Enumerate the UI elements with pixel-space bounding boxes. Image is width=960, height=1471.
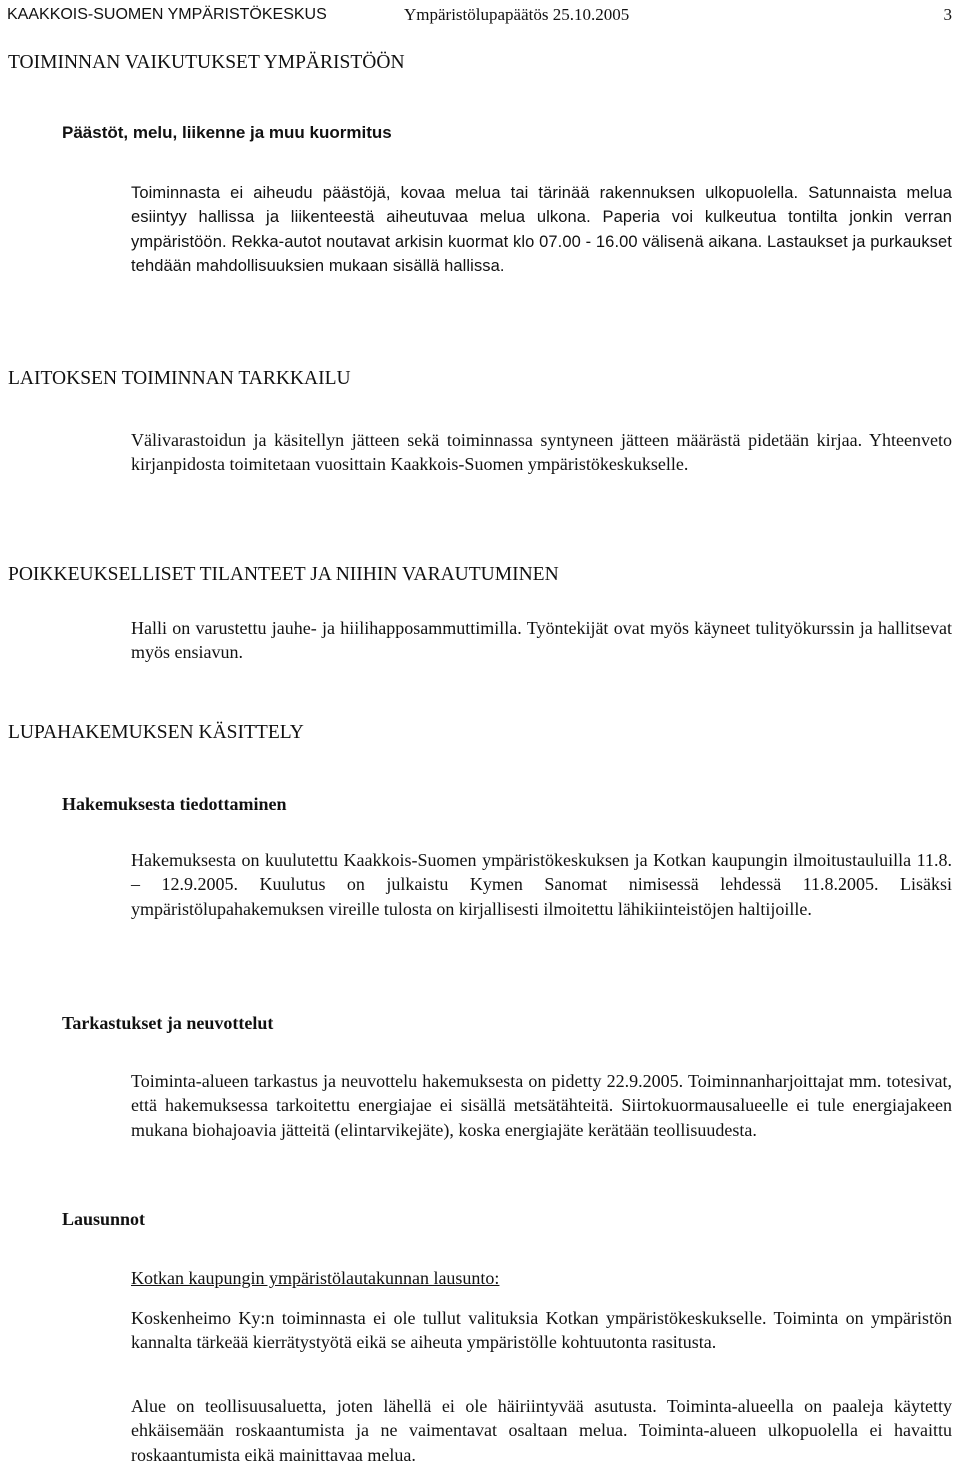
- header-document-title: Ympäristölupapäätös 25.10.2005: [404, 5, 630, 24]
- paragraph-notice: [131, 848, 952, 921]
- paragraph-emissions: [131, 181, 952, 278]
- paragraph-text: Välivarastoidun ja käsitellyn jätteen sekä toiminnassa syntyneen jätteen määrästä pidetään kirjaa. Yhteenveto kirjanpidosta toimitetaan vuosittain Kaakkois-Suomen ympäristökeskukselle.: [131, 430, 952, 475]
- page-number: 3: [943, 5, 952, 24]
- paragraph-statement-2: [131, 1394, 952, 1467]
- paragraph-text: Toiminnasta ei aiheudu päästöjä, kovaa melua tai tärinää rakennuksen ulkopuolella. Satunnaista melua esiintyy hallissa ja liikenteestä aiheutuvaa melua ulkona. Paperia voi kulkeutua tontilta jonkin verran ympäristöön. Rekka-autot noutavat arkisin kuormat klo 07.00 - 16.00 välisenä aikana. Lastaukset ja purkaukset tehdään mahdollisuuksien mukaan sisällä hallissa.: [131, 184, 952, 275]
- paragraph-statement-1: [131, 1306, 952, 1355]
- page-header: [7, 4, 952, 26]
- paragraph-text: Toiminta-alueen tarkastus ja neuvottelu hakemuksesta on pidetty 22.9.2005. Toiminnanharjoittajat mm. totesivat, että hakemuksessa tarkoitettu energiajae ei sisällä metsätähteitä. Siirtokuormausalueelle ei tule energiajakeen mukana biohajoavia jätteitä (elintarvikejäte), koska energiajäte kerätään teollisuudesta.: [131, 1071, 952, 1140]
- paragraph-text: Halli on varustettu jauhe- ja hiilihapposammuttimilla. Työntekijät ovat myös käyneet tulityökurssin ja hallitsevat myös ensiavun.: [131, 618, 952, 663]
- paragraph-inspection: [131, 1069, 952, 1142]
- paragraph-exceptional: [131, 616, 952, 665]
- paragraph-text: Alue on teollisuusaluetta, joten lähellä ei ole häiriintyvää asutusta. Toiminta-alueella on paaleja käytetty ehkäisemään roskaantumista ja ne vaimentavat osaltaan melua. Toiminta-alueen ulkopuolella ei havaittu roskaantumista eikä mainittavaa melua.: [131, 1396, 952, 1465]
- heading-impacts: TOIMINNAN VAIKUTUKSET YMPÄRISTÖÖN: [8, 52, 405, 73]
- heading-processing: LUPAHAKEMUKSEN KÄSITTELY: [8, 722, 304, 743]
- paragraph-text: Hakemuksesta on kuulutettu Kaakkois-Suomen ympäristökeskuksen ja Kotkan kaupungin ilmoitustauluilla 11.8. – 12.9.2005. Kuulutus on julkaistu Kymen Sanomat nimisessä lehdessä 11.8.2005. Lisäksi ympäristölupahakemuksen vireille tulosta on kirjallisesti ilmoitettu lähikiinteistöjen haltijoille.: [131, 850, 952, 919]
- heading-statements: Lausunnot: [62, 1209, 146, 1229]
- heading-notice: Hakemuksesta tiedottaminen: [62, 794, 287, 814]
- header-organization: KAAKKOIS-SUOMEN YMPÄRISTÖKESKUS: [7, 6, 327, 23]
- heading-emissions: Päästöt, melu, liikenne ja muu kuormitus: [62, 123, 392, 142]
- heading-inspection: Tarkastukset ja neuvottelut: [62, 1013, 274, 1033]
- heading-exceptional: POIKKEUKSELLISET TILANTEET JA NIIHIN VARAUTUMINEN: [8, 564, 559, 585]
- statement-source: Kotkan kaupungin ympäristölautakunnan lausunto:: [131, 1268, 500, 1288]
- paragraph-monitoring: [131, 428, 952, 477]
- heading-monitoring: LAITOKSEN TOIMINNAN TARKKAILU: [8, 368, 351, 389]
- paragraph-text: Koskenheimo Ky:n toiminnasta ei ole tullut valituksia Kotkan ympäristökeskukselle. Toiminta on ympäristön kannalta tärkeää kierrätystyötä eikä se aiheuta ympäristölle kohtuutonta rasitusta.: [131, 1308, 952, 1353]
